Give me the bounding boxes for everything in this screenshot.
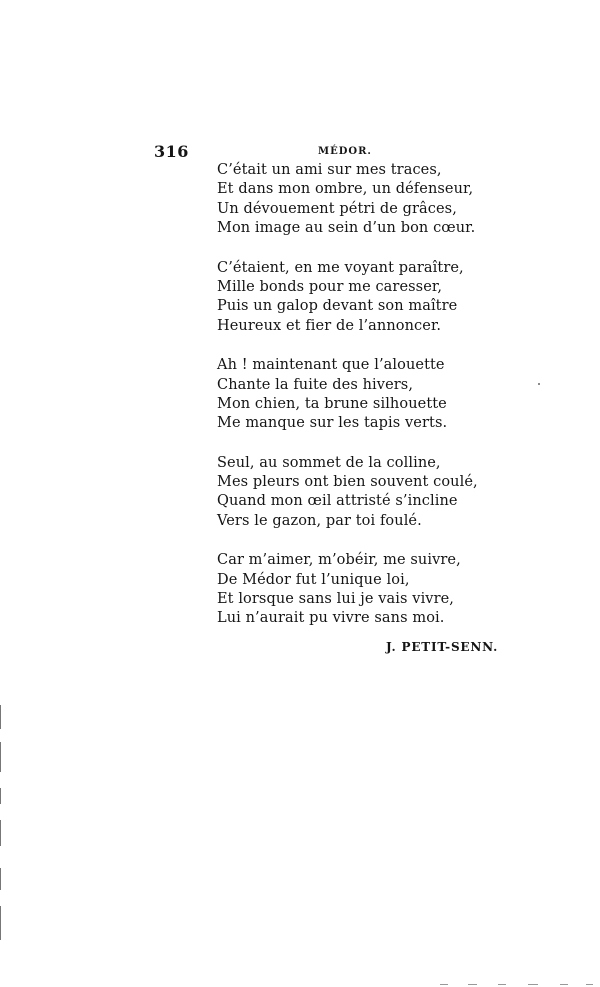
scan-dash xyxy=(440,984,448,985)
poem-line: Mon chien, ta brune silhouette xyxy=(217,395,447,412)
scan-speck xyxy=(538,383,540,385)
poem-line: Un dévouement pétri de grâces, xyxy=(217,200,457,217)
poem-line: C’étaient, en me voyant paraître, xyxy=(217,259,464,276)
stanza-1 xyxy=(217,161,517,239)
author-signature: J. PETIT-SENN. xyxy=(386,640,499,654)
poem-line: Mon image au sein d’un bon cœur. xyxy=(217,220,476,237)
scan-dash xyxy=(586,984,593,985)
poem-line: Heureux et fier de l’annoncer. xyxy=(217,317,442,334)
poem-line: C’était un ami sur mes traces, xyxy=(217,162,442,178)
scan-edge-mark xyxy=(0,906,1,940)
scan-edge-mark xyxy=(0,705,1,729)
poem-line: Et dans mon ombre, un défenseur, xyxy=(217,181,474,198)
scan-dash xyxy=(560,984,568,985)
poem-line: Chante la fuite des hivers, xyxy=(217,376,414,393)
poem-line: Lui n’aurait pu vivre sans moi. xyxy=(217,610,445,627)
poem-line: Mille bonds pour me caresser, xyxy=(217,278,443,295)
poem-line: Mes pleurs ont bien souvent coulé, xyxy=(217,474,478,491)
poem-line: Et lorsque sans lui je vais vivre, xyxy=(217,591,455,608)
page-number: 316 xyxy=(154,142,189,161)
scan-edge-mark xyxy=(0,868,1,890)
scan-dash xyxy=(468,984,477,985)
poem-line: Car m’aimer, m’obéir, me suivre, xyxy=(217,552,461,569)
poem-line: Vers le gazon, par toi foulé. xyxy=(217,512,422,529)
poem-line: Seul, au sommet de la colline, xyxy=(217,454,441,471)
poem-line: De Médor fut l’unique loi, xyxy=(217,571,410,588)
poem-line: Puis un galop devant son maître xyxy=(217,298,458,315)
stanza-5 xyxy=(217,551,517,629)
running-title: MÉDOR. xyxy=(318,146,372,157)
poem xyxy=(217,161,517,649)
stanza-3 xyxy=(217,356,517,434)
scan-dash xyxy=(498,984,506,985)
poem-line: Me manque sur les tapis verts. xyxy=(217,415,448,432)
scan-edge-mark xyxy=(0,742,1,772)
scan-edge-mark xyxy=(0,788,1,804)
scan-edge-mark xyxy=(0,820,1,846)
poem-line: Quand mon œil attristé s’incline xyxy=(217,493,458,510)
scan-dash xyxy=(528,984,538,985)
poem-line: Ah ! maintenant que l’alouette xyxy=(217,357,445,374)
stanza-2 xyxy=(217,259,517,337)
stanza-4 xyxy=(217,454,517,532)
